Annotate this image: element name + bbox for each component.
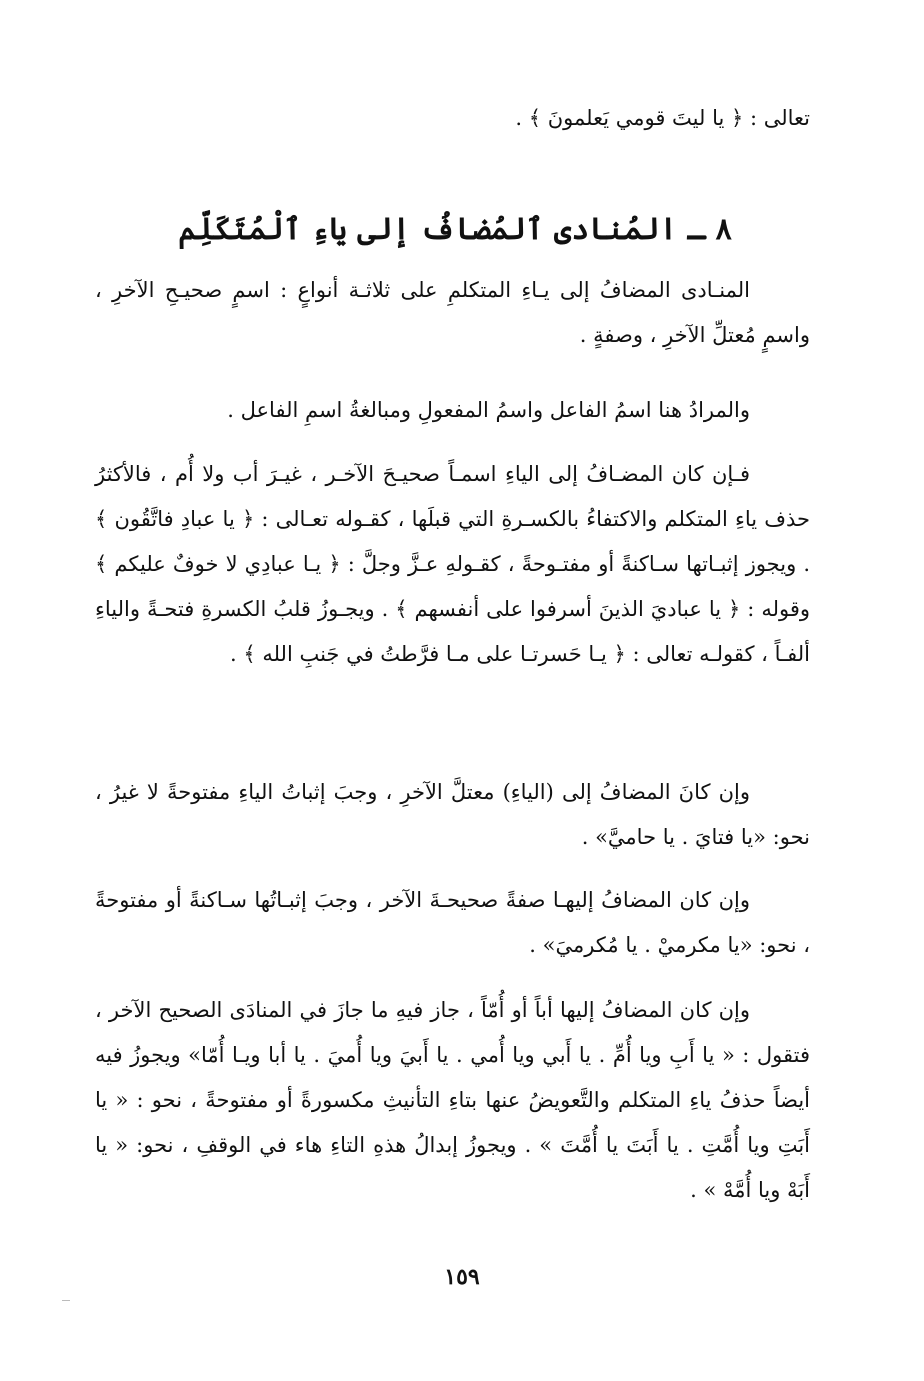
paragraph-5: وإن كان المضافُ إليهـا صفةً صحيحـةَ الآخر ، وجبَ إثبـاتُها سـاكنةً أو مفتوحةً ، نحو: «يا مكرميْ . يا مُكرميَ» . xyxy=(95,888,810,957)
top-line: تعالى : ﴿ يا ليتَ قومي يَعلمونَ ﴾ . xyxy=(515,106,810,130)
paragraph-6: وإن كان المضافُ إليها أباً أو أُمّاً ، جاز فيهِ ما جازَ في المنادَى الصحيح الآخر ، فتقول : « يا أَبِ ويا أُمِّ . يا أَبي ويا أُمي . يا أَبيَ ويا أُميَ . يا أبا ويـا أُمّا» ويجوزُ فيه أيضاً حذفُ ياءِ المتكلم والتَّعويضُ عنها بتاءِ التأنيثِ مكسورةً أو مفتوحةً ، نحو : « يا أَبَتِ ويا أُمَّتِ . يا أَبَتَ يا أُمَّتَ » . ويجوزُ إبدالُ هذهِ التاءِ هاء في الوقفِ ، نحو: « يا أَبَهْ ويا أُمَّهْ » . xyxy=(95,998,810,1202)
paragraph-1: المنـادى المضافُ إلى يـاءِ المتكلمِ على ثلاثـة أنواعٍ : اسمٍ صحيـحِ الآخرِ ، واسمٍ مُعتلِّ الآخرِ ، وصفةٍ . xyxy=(95,278,810,347)
margin-mark xyxy=(62,1300,70,1301)
section-heading: ٨ ـ المُنادى ٱلمُضافُ إلى ياءِ ٱلْمُتَكَلِّم xyxy=(178,212,732,247)
paragraph-3: فـإن كان المضـافُ إلى الياءِ اسمـاً صحيـحَ الآخـر ، غيـرَ أب ولا أُم ، فالأكثرُ حذف ياءِ المتكلم والاكتفاءُ بالكسـرةِ التي قبلَها ، كقـوله تعـالى : ﴿ يا عبادِ فاتَّقُون ﴾ . ويجوز إثبـاتها سـاكنةً أو مفتـوحةً ، كقـولهِ عـزَّ وجلَّ : ﴿ يـا عبادِي لا خوفٌ عليكم ﴾ وقوله : ﴿ يا عباديَ الذينَ أسرفوا على أنفسهم ﴾ . ويجـوزُ قلبُ الكسرةِ فتحـةً والياءِ ألفـاً ، كقولـه تعالى : ﴿ يـا حَسرتـا على مـا فرَّطتُ في جَنبِ الله ﴾ . xyxy=(95,462,810,666)
paragraph-4: وإن كانَ المضافُ إلى (الياءِ) معتلَّ الآخرِ ، وجبَ إثباتُ الياءِ مفتوحةً لا غيرُ ، نحو: «يا فتايَ . يا حاميَّ» . xyxy=(95,780,810,849)
paragraph-2: والمرادُ هنا اسمُ الفاعل واسمُ المفعولِ ومبالغةُ اسمِ الفاعل . xyxy=(227,398,750,422)
page-number: ١٥٩ xyxy=(444,1264,480,1290)
